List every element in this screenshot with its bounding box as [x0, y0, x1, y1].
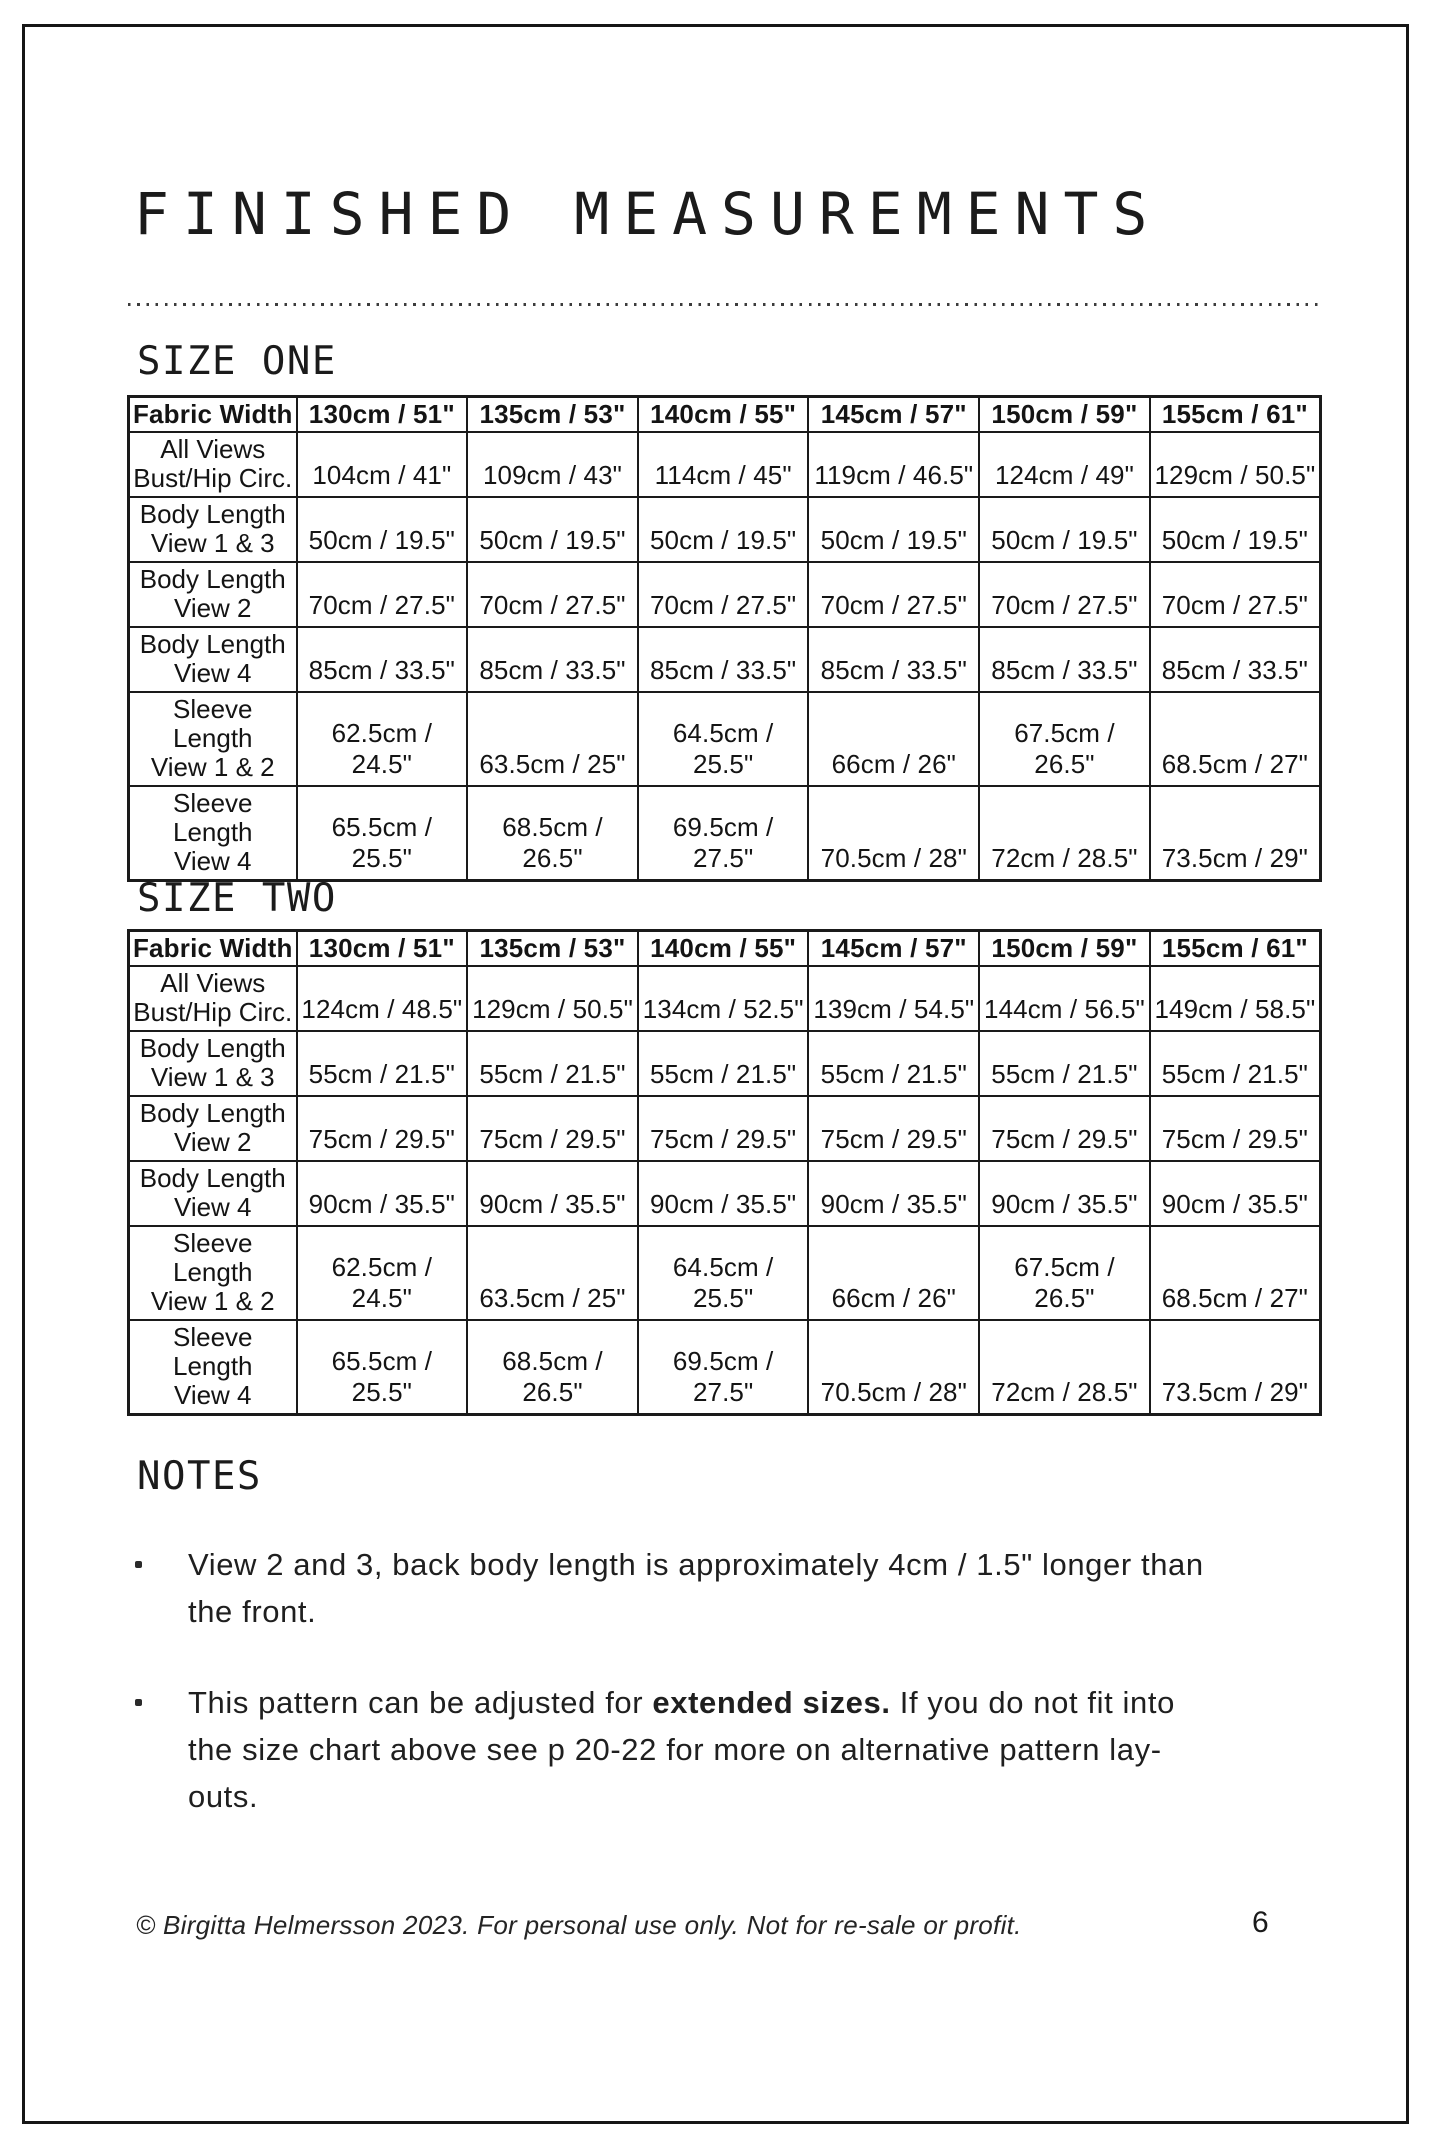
measurement-cell: 149cm / 58.5": [1150, 966, 1321, 1031]
row-label-line: Body Length: [139, 1033, 286, 1063]
measurement-cell: 55cm / 21.5": [1150, 1031, 1321, 1096]
measurement-cell: 70.5cm / 28": [808, 1320, 979, 1415]
table-row: [129, 1226, 1321, 1320]
row-label-line: Body Length: [139, 629, 286, 659]
row-label-line: Sleeve Length: [172, 694, 253, 753]
measurement-cell: 85cm / 33.5": [467, 627, 638, 692]
row-label-line: View 1 & 2: [150, 1286, 275, 1316]
row-label-line: View 4: [173, 1192, 252, 1222]
measurement-cell: 85cm / 33.5": [808, 627, 979, 692]
bullet-icon: [135, 1699, 142, 1706]
measurement-cell: 66cm / 26": [808, 692, 979, 786]
row-label-line: All Views: [160, 434, 266, 464]
measurement-cell: 72cm / 28.5": [979, 1320, 1150, 1415]
measurement-cell: 85cm / 33.5": [979, 627, 1150, 692]
measurement-cell: 72cm / 28.5": [979, 786, 1150, 881]
fabric-width-column-header: 150cm / 59": [979, 931, 1150, 967]
measurement-cell: 55cm / 21.5": [467, 1031, 638, 1096]
measurement-cell: 75cm / 29.5": [1150, 1096, 1321, 1161]
row-label: [129, 1096, 297, 1161]
table-header-row: [129, 931, 1321, 967]
measurement-cell: 73.5cm / 29": [1150, 786, 1321, 881]
measurement-cell: 75cm / 29.5": [467, 1096, 638, 1161]
row-label-line: Bust/Hip Circ.: [133, 463, 293, 493]
row-label-line: Sleeve Length: [172, 1322, 253, 1381]
row-label-line: View 4: [173, 1380, 252, 1410]
measurement-cell: 50cm / 19.5": [808, 497, 979, 562]
row-label-line: View 2: [173, 1127, 252, 1157]
measurement-cell: 68.5cm / 26.5": [467, 1320, 638, 1415]
fabric-width-column-header: 140cm / 55": [638, 397, 809, 433]
measurement-cell: 64.5cm / 25.5": [638, 1226, 809, 1320]
copyright-text: © Birgitta Helmersson 2023. For personal use only. Not for re-sale or profit.: [136, 1910, 1022, 1940]
table-header-row: [129, 397, 1321, 433]
row-label: [129, 966, 297, 1031]
note-line: [188, 1541, 1348, 1588]
table-row: [129, 966, 1321, 1031]
measurement-cell: 65.5cm / 25.5": [297, 1320, 468, 1415]
measurement-cell: 129cm / 50.5": [467, 966, 638, 1031]
size-two-heading: SIZE TWO: [137, 876, 337, 921]
dotted-divider: [128, 303, 1320, 306]
measurement-cell: 50cm / 19.5": [979, 497, 1150, 562]
fabric-width-column-header: 135cm / 53": [467, 931, 638, 967]
note-text: If you do not fit into: [890, 1685, 1175, 1720]
fabric-width-column-header: 155cm / 61": [1150, 397, 1321, 433]
table-row: [129, 1161, 1321, 1226]
row-label: [129, 627, 297, 692]
row-label: [129, 1161, 297, 1226]
measurement-cell: 50cm / 19.5": [638, 497, 809, 562]
row-label: [129, 1031, 297, 1096]
row-label: [129, 1226, 297, 1320]
row-label-line: View 4: [173, 846, 252, 876]
table-row: [129, 627, 1321, 692]
measurement-cell: 70cm / 27.5": [467, 562, 638, 627]
measurement-cell: 90cm / 35.5": [979, 1161, 1150, 1226]
row-label-line: Bust/Hip Circ.: [133, 997, 293, 1027]
table-row: [129, 497, 1321, 562]
measurement-cell: 55cm / 21.5": [979, 1031, 1150, 1096]
table-row: [129, 786, 1321, 881]
table-row: [129, 1031, 1321, 1096]
measurement-cell: 75cm / 29.5": [808, 1096, 979, 1161]
measurement-cell: 67.5cm / 26.5": [979, 1226, 1150, 1320]
fabric-width-column-header: 135cm / 53": [467, 397, 638, 433]
row-label-line: Sleeve Length: [172, 788, 253, 847]
measurement-cell: 109cm / 43": [467, 432, 638, 497]
measurement-cell: 64.5cm / 25.5": [638, 692, 809, 786]
fabric-width-column-header: 155cm / 61": [1150, 931, 1321, 967]
measurement-cell: 70cm / 27.5": [808, 562, 979, 627]
note-item: [188, 1541, 1348, 1635]
measurement-cell: 90cm / 35.5": [1150, 1161, 1321, 1226]
fabric-width-column-header: 145cm / 57": [808, 931, 979, 967]
row-label-line: View 2: [173, 593, 252, 623]
measurement-cell: 90cm / 35.5": [638, 1161, 809, 1226]
measurement-cell: 90cm / 35.5": [467, 1161, 638, 1226]
measurement-cell: 50cm / 19.5": [1150, 497, 1321, 562]
measurement-cell: 67.5cm / 26.5": [979, 692, 1150, 786]
measurement-cell: 144cm / 56.5": [979, 966, 1150, 1031]
size-one-heading: SIZE ONE: [137, 339, 337, 384]
table-row: [129, 1096, 1321, 1161]
measurement-cell: 124cm / 48.5": [297, 966, 468, 1031]
fabric-width-column-header: 150cm / 59": [979, 397, 1150, 433]
measurement-cell: 70cm / 27.5": [1150, 562, 1321, 627]
row-label-line: Body Length: [139, 564, 286, 594]
table-row: [129, 1320, 1321, 1415]
measurement-cell: 68.5cm / 27": [1150, 1226, 1321, 1320]
measurement-cell: 69.5cm / 27.5": [638, 786, 809, 881]
row-label: [129, 1320, 297, 1415]
size-two-table: [127, 929, 1322, 1416]
page-number: 6: [1252, 1906, 1269, 1939]
bullet-icon: [135, 1561, 142, 1568]
row-label-line: Body Length: [139, 499, 286, 529]
fabric-width-column-header: 130cm / 51": [297, 397, 468, 433]
measurement-cell: 50cm / 19.5": [297, 497, 468, 562]
row-label-line: Body Length: [139, 1098, 286, 1128]
measurement-cell: 90cm / 35.5": [808, 1161, 979, 1226]
measurement-cell: 134cm / 52.5": [638, 966, 809, 1031]
measurement-cell: 62.5cm / 24.5": [297, 692, 468, 786]
note-line: [188, 1726, 1348, 1773]
fabric-width-column-header: 130cm / 51": [297, 931, 468, 967]
measurement-cell: 124cm / 49": [979, 432, 1150, 497]
row-label: [129, 497, 297, 562]
row-label-line: Sleeve Length: [172, 1228, 253, 1287]
measurement-cell: 63.5cm / 25": [467, 692, 638, 786]
fabric-width-corner-header: Fabric Width: [129, 397, 297, 433]
measurement-cell: 63.5cm / 25": [467, 1226, 638, 1320]
measurement-cell: 68.5cm / 26.5": [467, 786, 638, 881]
measurement-cell: 55cm / 21.5": [808, 1031, 979, 1096]
measurement-cell: 129cm / 50.5": [1150, 432, 1321, 497]
row-label-line: All Views: [160, 968, 266, 998]
measurement-cell: 68.5cm / 27": [1150, 692, 1321, 786]
measurement-cell: 62.5cm / 24.5": [297, 1226, 468, 1320]
note-text: the size chart above see p 20-22 for more on alternative pattern lay-: [188, 1732, 1162, 1767]
measurement-cell: 75cm / 29.5": [297, 1096, 468, 1161]
note-line: [188, 1679, 1348, 1726]
row-label-line: View 4: [173, 658, 252, 688]
measurement-cell: 70cm / 27.5": [297, 562, 468, 627]
measurement-cell: 50cm / 19.5": [467, 497, 638, 562]
note-item: [188, 1679, 1348, 1820]
measurement-cell: 55cm / 21.5": [638, 1031, 809, 1096]
measurement-cell: 119cm / 46.5": [808, 432, 979, 497]
table-row: [129, 692, 1321, 786]
note-text: This pattern can be adjusted for: [188, 1685, 653, 1720]
row-label: [129, 562, 297, 627]
note-text: the front.: [188, 1594, 317, 1629]
measurement-cell: 73.5cm / 29": [1150, 1320, 1321, 1415]
measurement-cell: 75cm / 29.5": [979, 1096, 1150, 1161]
measurement-cell: 85cm / 33.5": [1150, 627, 1321, 692]
measurement-cell: 66cm / 26": [808, 1226, 979, 1320]
measurement-cell: 85cm / 33.5": [297, 627, 468, 692]
fabric-width-column-header: 140cm / 55": [638, 931, 809, 967]
measurement-cell: 90cm / 35.5": [297, 1161, 468, 1226]
measurement-cell: 75cm / 29.5": [638, 1096, 809, 1161]
measurement-cell: 85cm / 33.5": [638, 627, 809, 692]
note-line: [188, 1588, 1348, 1635]
measurement-cell: 104cm / 41": [297, 432, 468, 497]
measurement-cell: 69.5cm / 27.5": [638, 1320, 809, 1415]
measurement-cell: 70cm / 27.5": [979, 562, 1150, 627]
size-one-table: [127, 395, 1322, 882]
measurement-cell: 70cm / 27.5": [638, 562, 809, 627]
measurement-cell: 114cm / 45": [638, 432, 809, 497]
row-label-line: View 1 & 3: [150, 528, 275, 558]
fabric-width-corner-header: Fabric Width: [129, 931, 297, 967]
row-label: [129, 432, 297, 497]
row-label-line: Body Length: [139, 1163, 286, 1193]
measurement-cell: 65.5cm / 25.5": [297, 786, 468, 881]
table-row: [129, 562, 1321, 627]
note-text: outs.: [188, 1779, 259, 1814]
notes-heading: NOTES: [137, 1454, 262, 1499]
measurement-cell: 139cm / 54.5": [808, 966, 979, 1031]
measurement-cell: 70.5cm / 28": [808, 786, 979, 881]
note-line: [188, 1773, 1348, 1820]
row-label-line: View 1 & 3: [150, 1062, 275, 1092]
row-label: [129, 692, 297, 786]
measurement-cell: 55cm / 21.5": [297, 1031, 468, 1096]
table-row: [129, 432, 1321, 497]
row-label-line: View 1 & 2: [150, 752, 275, 782]
page-title: FINISHED MEASUREMENTS: [134, 180, 1162, 248]
fabric-width-column-header: 145cm / 57": [808, 397, 979, 433]
note-text: View 2 and 3, back body length is approximately 4cm / 1.5" longer than: [188, 1547, 1204, 1582]
row-label: [129, 786, 297, 881]
note-text: extended sizes.: [652, 1685, 891, 1720]
